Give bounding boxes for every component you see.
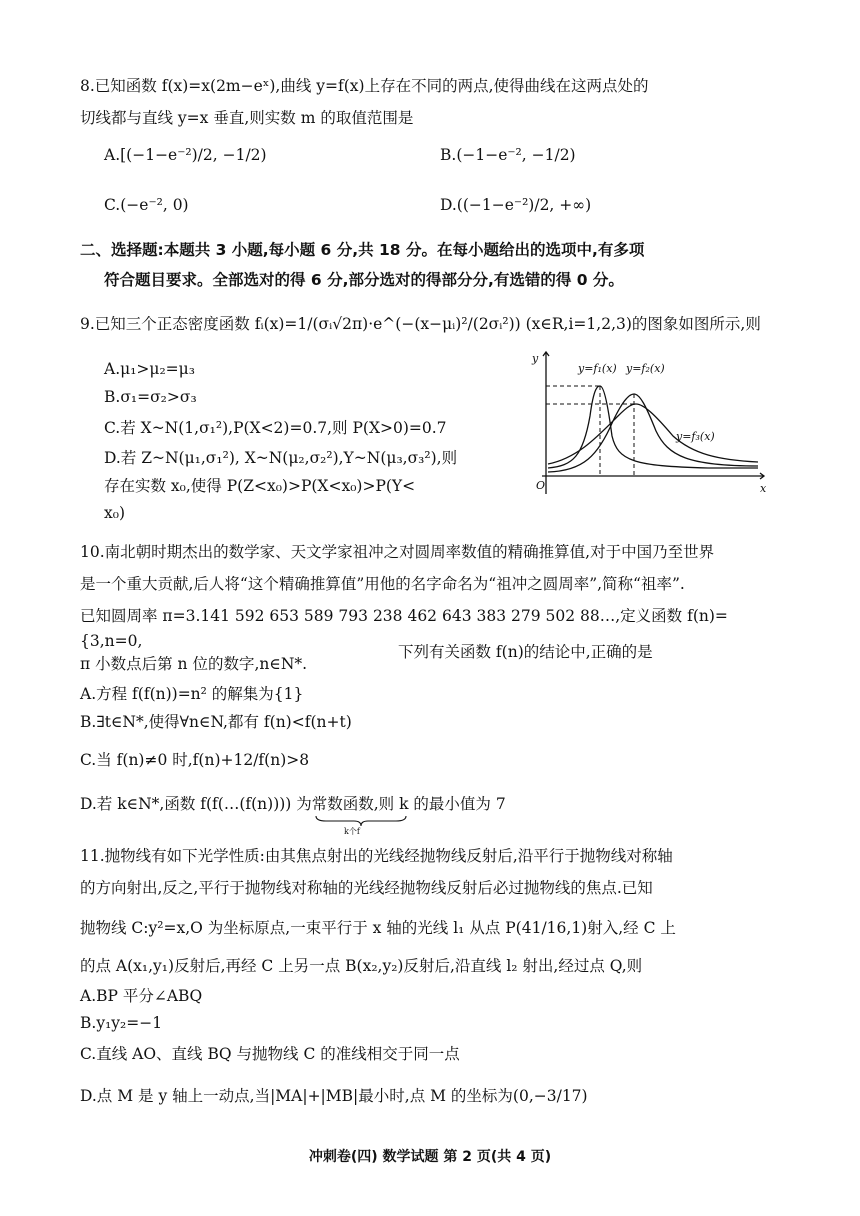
graph-origin-label: O [536, 479, 546, 492]
q10-option-d: D.若 k∈N*,函数 f(f(…(f(n)))) 为常数函数,则 k 的最小值为 7 [80, 795, 506, 813]
graph-x-label: x [760, 482, 767, 495]
q8-option-a: A.[(−1−e⁻²)/2, −1/2) [104, 146, 267, 164]
graph-y-label: y [532, 352, 539, 365]
q10-line1: 10.南北朝时期杰出的数学家、天文学家祖冲之对圆周率数值的精确推算值,对于中国乃至世界 [80, 543, 715, 561]
q8-option-c: C.(−e⁻², 0) [104, 196, 189, 214]
q9-option-d-line3: x₀) [104, 504, 126, 522]
q11-option-c: C.直线 AO、直线 BQ 与抛物线 C 的准线相交于同一点 [80, 1045, 460, 1063]
graph-f2-label: y=f₂(x) [626, 362, 665, 375]
q8-option-d: D.((−1−e⁻²)/2, +∞) [440, 196, 592, 214]
section2-line2: 符合题目要求。全部选对的得 6 分,部分选对的得部分分,有选错的得 0 分。 [104, 271, 624, 289]
q11-line3: 抛物线 C:y²=x,O 为坐标原点,一束平行于 x 轴的光线 l₁ 从点 P(41/16,1)射入,经 C 上 [80, 919, 676, 937]
q11-line2: 的方向射出,反之,平行于抛物线对称轴的光线经抛物线反射后必过抛物线的焦点.已知 [80, 879, 653, 897]
graph-f1-label: y=f₁(x) [578, 362, 617, 375]
q10-line3: 已知圆周率 π=3.141 592 653 589 793 238 462 643 383 279 502 88…,定义函数 f(n)= [80, 607, 728, 625]
q9-option-c: C.若 X~N(1,σ₁²),P(X<2)=0.7,则 P(X>0)=0.7 [104, 419, 447, 437]
q11-option-d: D.点 M 是 y 轴上一动点,当|MA|+|MB|最小时,点 M 的坐标为(0,−3/17) [80, 1087, 588, 1105]
q10-piecewise-line2: π 小数点后第 n 位的数字,n∈N*. [80, 655, 308, 673]
q9-option-d-line1: D.若 Z~N(μ₁,σ₁²), X~N(μ₂,σ₂²),Y~N(μ₃,σ₃²),则 [104, 449, 458, 467]
page-footer: 冲刺卷(四) 数学试题 第 2 页(共 4 页) [308, 1149, 552, 1165]
q10-question: 下列有关函数 f(n)的结论中,正确的是 [398, 643, 653, 661]
curve-f3 [548, 404, 758, 464]
curve-f1 [548, 386, 758, 468]
q9-option-a: A.μ₁>μ₂=μ₃ [104, 360, 195, 378]
q8-stem-line2: 切线都与直线 y=x 垂直,则实数 m 的取值范围是 [80, 109, 414, 127]
section2-line1: 二、选择题:本题共 3 小题,每小题 6 分,共 18 分。在每小题给出的选项中,有多项 [80, 241, 645, 259]
q9-option-d-line2: 存在实数 x₀,使得 P(Z<x₀)>P(X<x₀)>P(Y< [104, 477, 416, 495]
q10-underbrace [314, 814, 408, 828]
q11-line4: 的点 A(x₁,y₁)反射后,再经 C 上另一点 B(x₂,y₂)反射后,沿直线 l₂ 射出,经过点 Q,则 [80, 957, 643, 975]
q9-normal-curves-graph [528, 346, 768, 496]
q10-option-b: B.∃t∈N*,使得∀n∈N,都有 f(n)<f(n+t) [80, 713, 352, 731]
q10-option-a: A.方程 f(f(n))=n² 的解集为{1} [80, 685, 304, 703]
q10-piecewise-line1: {3,n=0, [80, 632, 143, 650]
q11-option-a: A.BP 平分∠ABQ [80, 987, 203, 1005]
q9-option-b: B.σ₁=σ₂>σ₃ [104, 388, 197, 406]
graph-f3-label: y=f₃(x) [676, 430, 715, 443]
q10-line2: 是一个重大贡献,后人将“这个精确推算值”用他的名字命名为“祖冲之圆周率”,简称“祖率”. [80, 575, 685, 593]
q9-stem: 9.已知三个正态密度函数 fᵢ(x)=1/(σᵢ√2π)·e^(−(x−μᵢ)²/(2σᵢ²)) (x∈R,i=1,2,3)的图象如图所示,则 [80, 315, 761, 333]
q11-line1: 11.抛物线有如下光学性质:由其焦点射出的光线经抛物线反射后,沿平行于抛物线对称轴 [80, 847, 673, 865]
curve-f2 [548, 394, 758, 472]
q10-option-c: C.当 f(n)≠0 时,f(n)+12/f(n)>8 [80, 751, 310, 769]
q8-option-b: B.(−1−e⁻², −1/2) [440, 146, 576, 164]
q11-option-b: B.y₁y₂=−1 [80, 1014, 163, 1032]
q8-stem-line1: 8.已知函数 f(x)=x(2m−eˣ),曲线 y=f(x)上存在不同的两点,使得曲线在这两点处的 [80, 77, 649, 95]
q10-underbrace-note: k个f [344, 827, 360, 836]
